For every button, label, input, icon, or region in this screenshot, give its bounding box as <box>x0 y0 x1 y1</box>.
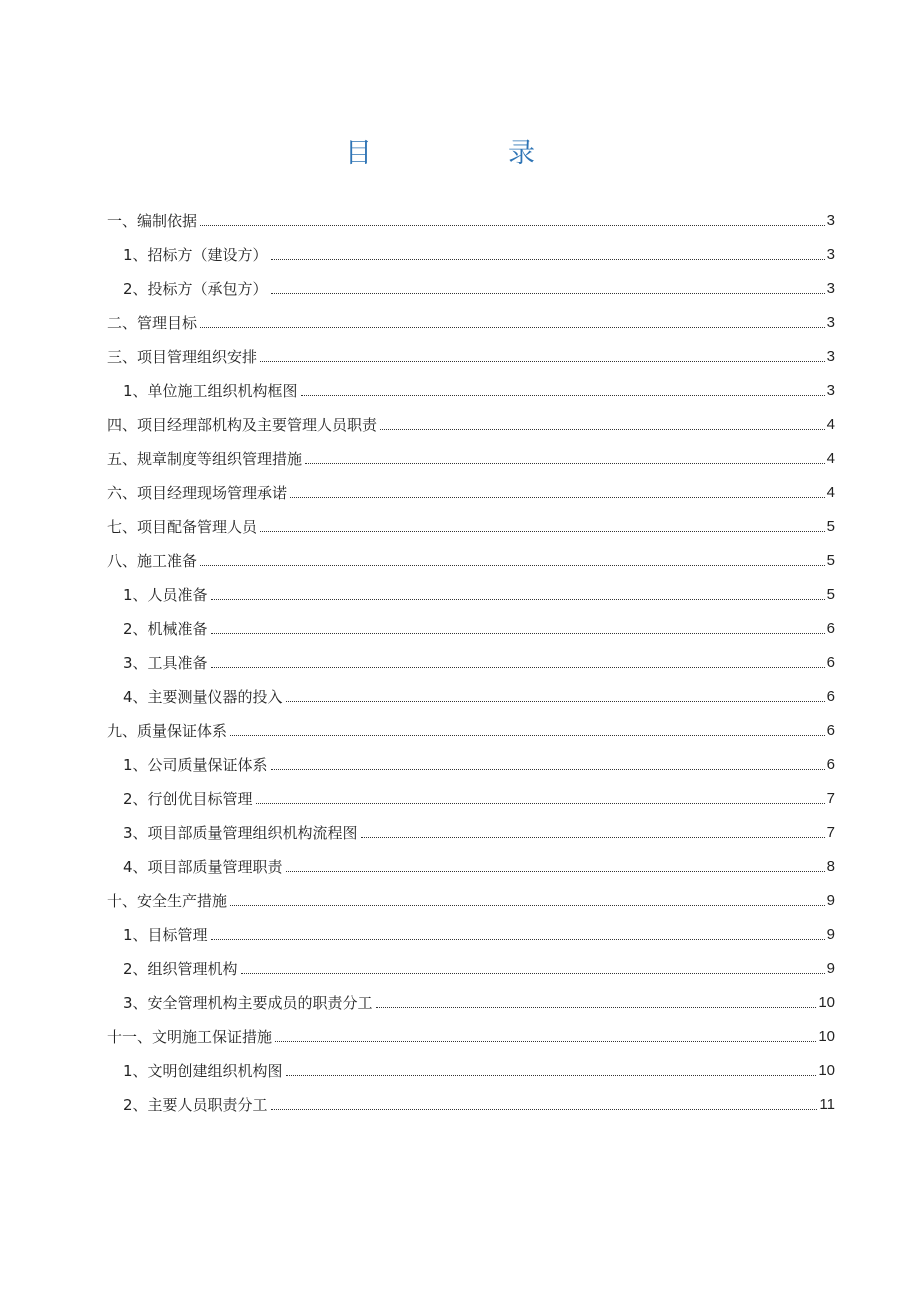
toc-entry-page-number: 7 <box>826 790 835 807</box>
toc-entry-page-number: 10 <box>818 1062 835 1079</box>
toc-dot-leader <box>271 769 825 770</box>
toc-entry-label: 1、公司质量保证体系 <box>123 756 268 774</box>
toc-dot-leader <box>256 803 825 804</box>
toc-entry-page-number: 3 <box>826 280 835 297</box>
toc-entry[interactable] <box>107 845 835 879</box>
toc-entry-label: 2、行创优目标管理 <box>123 790 253 808</box>
toc-entry-page-number: 9 <box>826 960 835 977</box>
toc-dot-leader <box>211 667 825 668</box>
toc-entry-page-number: 9 <box>826 892 835 909</box>
toc-entry[interactable] <box>107 913 835 947</box>
toc-dot-leader <box>200 225 825 226</box>
toc-entry-label: 2、主要人员职责分工 <box>123 1096 268 1114</box>
toc-title-char-1: 目 <box>345 138 372 169</box>
toc-entry-page-number: 3 <box>826 246 835 263</box>
toc-dot-leader <box>376 1007 817 1008</box>
toc-entry-page-number: 9 <box>826 926 835 943</box>
toc-dot-leader <box>260 531 825 532</box>
toc-dot-leader <box>271 293 825 294</box>
toc-dot-leader <box>305 463 825 464</box>
toc-entry-page-number: 5 <box>826 518 835 535</box>
toc-entry-label: 七、项目配备管理人员 <box>107 518 258 536</box>
toc-entry[interactable] <box>107 199 835 233</box>
toc-entry[interactable] <box>107 1083 835 1117</box>
toc-entry-page-number: 7 <box>826 824 835 841</box>
toc-dot-leader <box>230 905 825 906</box>
toc-entry-page-number: 6 <box>826 654 835 671</box>
toc-entry[interactable] <box>107 981 835 1015</box>
toc-entry-label: 3、安全管理机构主要成员的职责分工 <box>123 994 373 1012</box>
toc-entry-label: 六、项目经理现场管理承诺 <box>107 484 288 502</box>
toc-entry-page-number: 6 <box>826 688 835 705</box>
toc-entry[interactable] <box>107 573 835 607</box>
toc-entry-label: 2、组织管理机构 <box>123 960 238 978</box>
toc-dot-leader <box>211 599 825 600</box>
toc-entry-label: 2、投标方（承包方） <box>123 280 268 298</box>
toc-entry[interactable] <box>107 403 835 437</box>
toc-entry[interactable] <box>107 743 835 777</box>
toc-entry-page-number: 4 <box>826 484 835 501</box>
toc-entry[interactable] <box>107 675 835 709</box>
toc-entry-label: 1、文明创建组织机构图 <box>123 1062 283 1080</box>
toc-entry-label: 1、单位施工组织机构框图 <box>123 382 298 400</box>
toc-dot-leader <box>211 939 825 940</box>
toc-entry-page-number: 4 <box>826 416 835 433</box>
toc-entry[interactable] <box>107 471 835 505</box>
toc-title-char-2: 录 <box>508 138 535 169</box>
toc-dot-leader <box>286 1075 817 1076</box>
toc-entry[interactable] <box>107 1049 835 1083</box>
toc-entry[interactable] <box>107 811 835 845</box>
toc-entry-label: 1、人员准备 <box>123 586 208 604</box>
toc-dot-leader <box>275 1041 816 1042</box>
toc-entry-page-number: 5 <box>826 586 835 603</box>
toc-entry[interactable] <box>107 539 835 573</box>
toc-entry-page-number: 3 <box>826 212 835 229</box>
toc-entry-label: 3、工具准备 <box>123 654 208 672</box>
toc-entry-label: 1、招标方（建设方） <box>123 246 268 264</box>
toc-entry-page-number: 10 <box>818 1028 835 1045</box>
toc-dot-leader <box>241 973 825 974</box>
toc-dot-leader <box>271 1109 818 1110</box>
toc-entry-page-number: 3 <box>826 314 835 331</box>
toc-entry[interactable] <box>107 947 835 981</box>
toc-dot-leader <box>301 395 825 396</box>
toc-dot-leader <box>286 701 825 702</box>
toc-entry-page-number: 8 <box>826 858 835 875</box>
toc-entry[interactable] <box>107 233 835 267</box>
toc-dot-leader <box>290 497 825 498</box>
toc-entry[interactable] <box>107 1015 835 1049</box>
toc-dot-leader <box>200 327 825 328</box>
toc-entry-page-number: 5 <box>826 552 835 569</box>
toc-entry-page-number: 4 <box>826 450 835 467</box>
toc-entry-page-number: 11 <box>819 1096 835 1113</box>
toc-entry-label: 3、项目部质量管理组织机构流程图 <box>123 824 358 842</box>
toc-entry-page-number: 6 <box>826 620 835 637</box>
toc-entry[interactable] <box>107 777 835 811</box>
toc-entry-label: 十、安全生产措施 <box>107 892 228 910</box>
toc-entry[interactable] <box>107 641 835 675</box>
toc-entry-label: 十一、文明施工保证措施 <box>107 1028 273 1046</box>
toc-entry[interactable] <box>107 505 835 539</box>
toc-entry-label: 四、项目经理部机构及主要管理人员职责 <box>107 416 378 434</box>
toc-entry-page-number: 6 <box>826 756 835 773</box>
toc-entry[interactable] <box>107 369 835 403</box>
toc-entry-label: 4、主要测量仪器的投入 <box>123 688 283 706</box>
toc-list <box>107 199 835 1117</box>
toc-entry[interactable] <box>107 335 835 369</box>
toc-entry-label: 三、项目管理组织安排 <box>107 348 258 366</box>
toc-entry[interactable] <box>107 437 835 471</box>
toc-entry-page-number: 6 <box>826 722 835 739</box>
toc-entry[interactable] <box>107 301 835 335</box>
toc-entry-page-number: 10 <box>818 994 835 1011</box>
toc-dot-leader <box>271 259 825 260</box>
toc-entry-page-number: 3 <box>826 348 835 365</box>
toc-entry-label: 九、质量保证体系 <box>107 722 228 740</box>
toc-dot-leader <box>211 633 825 634</box>
toc-dot-leader <box>286 871 825 872</box>
toc-entry-label: 一、编制依据 <box>107 212 198 230</box>
toc-entry-label: 2、机械准备 <box>123 620 208 638</box>
toc-entry-label: 4、项目部质量管理职责 <box>123 858 283 876</box>
toc-entry-label: 八、施工准备 <box>107 552 198 570</box>
toc-entry[interactable] <box>107 709 835 743</box>
toc-dot-leader <box>230 735 825 736</box>
toc-entry[interactable] <box>107 267 835 301</box>
toc-dot-leader <box>200 565 825 566</box>
toc-entry-label: 五、规章制度等组织管理措施 <box>107 450 303 468</box>
toc-dot-leader <box>260 361 825 362</box>
toc-title <box>0 136 920 176</box>
toc-entry[interactable] <box>107 607 835 641</box>
toc-entry-page-number: 3 <box>826 382 835 399</box>
toc-entry[interactable] <box>107 879 835 913</box>
toc-entry-label: 1、目标管理 <box>123 926 208 944</box>
toc-dot-leader <box>361 837 825 838</box>
toc-dot-leader <box>380 429 825 430</box>
toc-entry-label: 二、管理目标 <box>107 314 198 332</box>
